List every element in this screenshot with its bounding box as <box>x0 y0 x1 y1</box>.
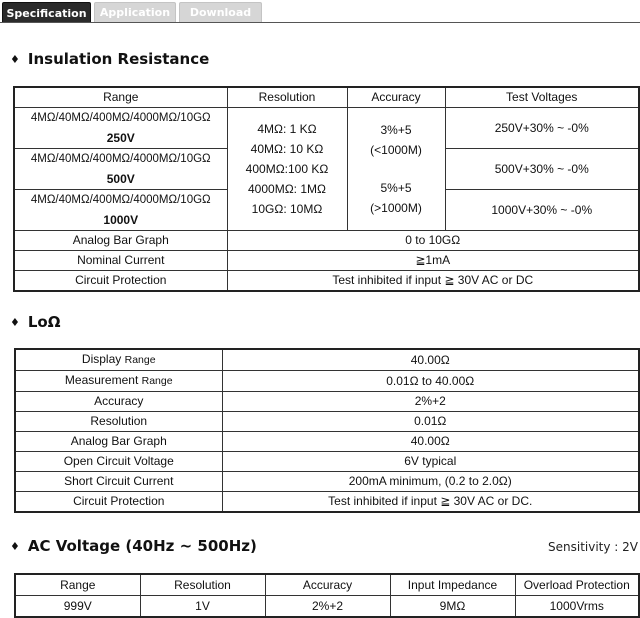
table-header-row <box>15 574 639 596</box>
table-row <box>14 108 639 149</box>
range-voltage: 1000V <box>103 213 139 227</box>
header-input-impedance: Input Impedance <box>390 574 515 596</box>
row-value: 40.00Ω <box>222 432 639 452</box>
lo-table <box>14 348 640 513</box>
accuracy-line: 5%+5 <box>380 181 412 195</box>
resolution-cell <box>227 108 347 231</box>
header-accuracy: Accuracy <box>347 87 445 108</box>
test-voltage-1000v: 1000V+30% ~ -0% <box>445 190 639 231</box>
accuracy-line: (>1000M) <box>370 201 422 215</box>
resolution-line: 4MΩ: 1 KΩ <box>257 122 317 136</box>
table-row <box>14 271 639 292</box>
table-row <box>14 251 639 271</box>
header-accuracy: Accuracy <box>265 574 390 596</box>
row-label: Circuit Protection <box>14 271 227 292</box>
range-voltage: 250V <box>106 131 135 145</box>
row-label: Circuit Protection <box>15 492 222 513</box>
row-value: 2%+2 <box>222 392 639 412</box>
row-value: Test inhibited if input ≧ 30V AC or DC <box>227 271 639 292</box>
row-value: 0.01Ω to 40.00Ω <box>222 371 639 392</box>
row-label: Nominal Current <box>14 251 227 271</box>
row-label: Accuracy <box>15 392 222 412</box>
cell-resolution: 1V <box>140 596 265 618</box>
header-range: Range <box>15 574 140 596</box>
insulation-heading <box>10 50 209 68</box>
table-row <box>15 392 639 412</box>
accuracy-line: (<1000M) <box>370 143 422 157</box>
acv-title: AC Voltage (40Hz ~ 500Hz) <box>27 537 257 555</box>
range-cell-250v <box>14 108 227 149</box>
acv-heading <box>10 537 257 555</box>
row-label: Analog Bar Graph <box>14 231 227 251</box>
row-value: 40.00Ω <box>222 349 639 371</box>
cell-input-impedance: 9MΩ <box>390 596 515 618</box>
row-value: 200mA minimum, (0.2 to 2.0Ω) <box>222 472 639 492</box>
insulation-title: Insulation Resistance <box>27 50 210 68</box>
resolution-line: 400MΩ:100 KΩ <box>245 162 329 176</box>
row-label: Analog Bar Graph <box>15 432 222 452</box>
insulation-table <box>13 86 640 292</box>
tab-divider <box>0 22 640 23</box>
diamond-bullet-icon: ♦ <box>10 539 20 553</box>
table-row <box>15 371 639 392</box>
diamond-bullet-icon: ♦ <box>10 52 20 66</box>
diamond-bullet-icon: ♦ <box>10 315 20 329</box>
resolution-line: 4000MΩ: 1MΩ <box>248 182 326 196</box>
row-label: Resolution <box>15 412 222 432</box>
tab-bar <box>0 0 640 24</box>
resolution-line: 10GΩ: 10MΩ <box>251 202 323 216</box>
header-overload-protection: Overload Protection <box>515 574 639 596</box>
tab-download[interactable]: Download <box>179 2 262 22</box>
table-row <box>15 412 639 432</box>
row-label: Display Range <box>15 349 222 371</box>
header-resolution: Resolution <box>140 574 265 596</box>
cell-range: 999V <box>15 596 140 618</box>
row-label: Open Circuit Voltage <box>15 452 222 472</box>
cell-accuracy: 2%+2 <box>265 596 390 618</box>
table-row <box>15 452 639 472</box>
test-voltage-500v: 500V+30% ~ -0% <box>445 149 639 190</box>
range-voltage: 500V <box>106 172 135 186</box>
table-row <box>15 596 639 618</box>
header-test-voltages: Test Voltages <box>445 87 639 108</box>
row-value: 0 to 10GΩ <box>227 231 639 251</box>
header-range: Range <box>14 87 227 108</box>
row-label: Measurement Range <box>15 371 222 392</box>
test-voltage-250v: 250V+30% ~ -0% <box>445 108 639 149</box>
table-header-row <box>14 87 639 108</box>
row-value: 6V typical <box>222 452 639 472</box>
resolution-line: 40MΩ: 10 KΩ <box>250 142 324 156</box>
lo-heading <box>10 313 61 331</box>
acv-table <box>14 573 640 618</box>
tab-specification[interactable]: Specification <box>2 2 91 23</box>
range-text: 4MΩ/40MΩ/400MΩ/4000MΩ/10GΩ <box>30 153 211 165</box>
table-row <box>15 432 639 452</box>
table-row <box>14 231 639 251</box>
row-value: Test inhibited if input ≧ 30V AC or DC. <box>222 492 639 513</box>
accuracy-line: 3%+5 <box>380 123 412 137</box>
row-label: Short Circuit Current <box>15 472 222 492</box>
lo-title: LoΩ <box>27 313 61 331</box>
sensitivity-label: Sensitivity : 2V <box>548 540 638 554</box>
table-row <box>15 492 639 513</box>
accuracy-cell <box>347 108 445 231</box>
tab-application[interactable]: Application <box>94 2 176 22</box>
header-resolution: Resolution <box>227 87 347 108</box>
row-value: 0.01Ω <box>222 412 639 432</box>
range-text: 4MΩ/40MΩ/400MΩ/4000MΩ/10GΩ <box>30 194 211 206</box>
range-cell-500v <box>14 149 227 190</box>
range-cell-1000v <box>14 190 227 231</box>
table-row <box>15 472 639 492</box>
range-text: 4MΩ/40MΩ/400MΩ/4000MΩ/10GΩ <box>30 112 211 124</box>
cell-overload-protection: 1000Vrms <box>515 596 639 618</box>
row-value: ≧1mA <box>227 251 639 271</box>
table-row <box>15 349 639 371</box>
